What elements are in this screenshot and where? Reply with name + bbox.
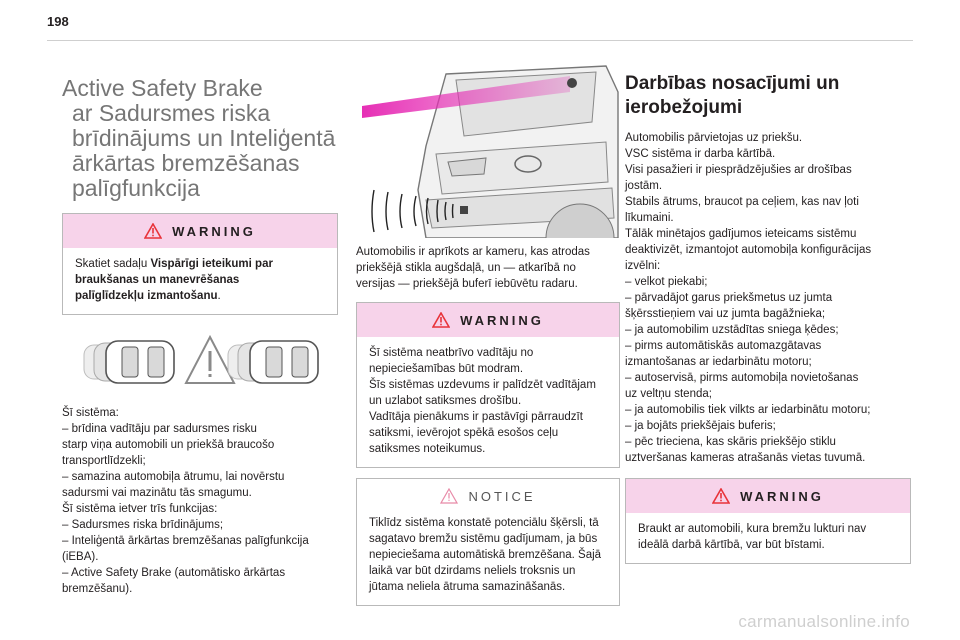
text-line: VSC sistēma ir darba kārtībā. [625,148,776,160]
text-line: jostām. [625,180,663,192]
text-line: jūtama neliela ātruma samazināšanās. [369,581,566,593]
text-line: izmantošanas ar iedarbinātu motoru; [625,356,812,368]
warning-header [63,214,337,248]
warning-bold-line: Vispārīgi ieteikumi par [150,258,273,270]
text-line: laikā var būt dzirdams neliels troksnis un [369,565,576,577]
warning-label: WARNING [740,488,824,504]
text-line: satiksmes noteikumus. [369,443,486,455]
warning-body [63,248,337,314]
text-line: sadursmi vai mazinātu tās smagumu. [62,487,252,499]
text-line: Tālāk minētajos gadījumos ieteicams sistēmu [625,228,857,240]
title-line: ārkārtas bremzēšanas [72,150,300,176]
warning-label: WARNING [172,223,256,239]
text-line: starp viņa automobili un priekšā braucošo [62,439,275,451]
notice-body [357,513,619,605]
watermark: carmanualsonline.info [738,612,910,631]
text-line: Šīs sistēmas uzdevums ir palīdzēt vadītājam [369,379,596,391]
warning-body [357,337,619,467]
text-line: priekšējā stikla augšdaļā, un — atkarībā no [356,262,576,274]
warning-triangle-icon [432,312,450,328]
notice-label: NOTICE [468,488,536,504]
title-line: brīdinājums un Inteliģentā [72,125,336,151]
section-heading [625,72,911,120]
warning-header [626,479,910,513]
notice-triangle-icon [440,488,458,504]
collision-illustration [62,331,338,393]
text-line: – pārvadājot garus priekšmetus uz jumta [625,292,833,304]
text-line: – pirms automātiskās automazgātavas [625,340,822,352]
heading-line: ierobežojumi [625,97,743,118]
text-line: līkumaini. [625,212,674,224]
title-line: ar Sadursmes riska [72,100,271,126]
text-line: Tiklīdz sistēma konstatē potenciālu šķērsli, tā [369,517,599,529]
text-line: Šī sistēma neatbrīvo vadītāju no [369,347,534,359]
text-line: uz veltņu stenda; [625,388,712,400]
section-title [62,76,338,201]
warning-bold-line: braukšanas un manevrēšanas [75,274,240,286]
title-line: palīgfunkcija [72,175,200,201]
warning-box [62,213,338,315]
conditions-text [625,130,911,466]
text-line: – samazina automobiļa ātrumu, lai novērstu [62,471,285,483]
heading-line: Darbības nosacījumi un [625,73,840,94]
text-line: Automobilis pārvietojas uz priekšu. [625,132,803,144]
text-line: deaktivizēt, izmantojot automobiļa konfigurācijas [625,244,872,256]
text-line: versijas — priekšējā buferī iebūvētu radaru. [356,278,578,290]
text-line: un uzlabot satiksmes drošību. [369,395,522,407]
warning-label: WARNING [460,312,544,328]
warning-box [625,478,911,564]
warning-bold-line: palīglīdzekļu izmantošanu [75,290,218,302]
text-line: šķērsstieņiem vai uz jumta bagāžnieka; [625,308,826,320]
text-line: – Sadursmes riska brīdinājums; [62,519,224,531]
van-camera-radar-image [356,62,620,238]
text-line: – ja bojāts priekšējais buferis; [625,420,776,432]
text-line: – Inteliģentā ārkārtas bremzēšanas palīgfunkcija [62,535,309,547]
warning-text: Skatiet sadaļu [75,258,151,270]
text-line: Braukt ar automobili, kura bremžu lukturi nav [638,523,867,535]
text-line: transportlīdzekli; [62,455,146,467]
title-line: Active Safety Brake [62,75,263,101]
warning-body [626,513,910,563]
text-line: – velkot piekabi; [625,276,708,288]
text-line: sagatavo bremžu sistēmu gadījumam, ja būs [369,533,598,545]
text-line: – Active Safety Brake (automātisko ārkārtas [62,567,286,579]
notice-header [357,479,619,513]
text-line: – brīdina vadītāju par sadursmes risku [62,423,257,435]
warning-triangle-icon [144,223,162,239]
text-line: (iEBA). [62,551,99,563]
text-line: – pēc trieciena, kas skāris priekšējo stiklu [625,436,836,448]
text-line: Šī sistēma: [62,407,119,419]
column-2 [356,62,620,606]
page-number: 198 [47,14,69,29]
camera-caption [356,244,620,292]
text-line: nepieciešamības būt modram. [369,363,524,375]
text-line: satiksmi, ievērojot spēkā esošos ceļu [369,427,559,439]
text-line: – autoservisā, pirms automobiļa novietošanas [625,372,859,384]
text-line: izvēlni: [625,260,661,272]
text-line: uztveršanas kameras atrašanās vietas tuvumā. [625,452,866,464]
text-line: Šī sistēma ietver trīs funkcijas: [62,503,218,515]
text-line: ideālā darbā kārtībā, var būt bīstami. [638,539,825,551]
vehicle-illustration [356,62,620,238]
text-line: – ja automobilim uzstādītas sniega ķēdes; [625,324,839,336]
column-1 [62,70,338,597]
system-description [62,405,338,597]
warning-box [356,302,620,468]
column-3 [625,72,911,564]
notice-box [356,478,620,606]
warning-header [357,303,619,337]
text-line: Visi pasažieri ir piesprādzējušies ar drošības [625,164,852,176]
text-line: Stabils ātrums, braucot pa ceļiem, kas nav ļoti [625,196,859,208]
text-line: – ja automobilis tiek vilkts ar iedarbinātu motoru; [625,404,871,416]
header-divider [47,40,913,41]
warning-triangle-icon [712,488,730,504]
text-line: bremzēšanu). [62,583,133,595]
text-line: Automobilis ir aprīkots ar kameru, kas atrodas [356,246,590,258]
text-line: nepieciešama automātiskā bremzēšana. Šajā [369,549,602,561]
radar-sensor [460,206,468,214]
collision-warning-icon [62,331,338,393]
text-line: Vadītāja pienākums ir pastāvīgi pārraudzīt [369,411,583,423]
warning-text-end: . [217,290,221,302]
